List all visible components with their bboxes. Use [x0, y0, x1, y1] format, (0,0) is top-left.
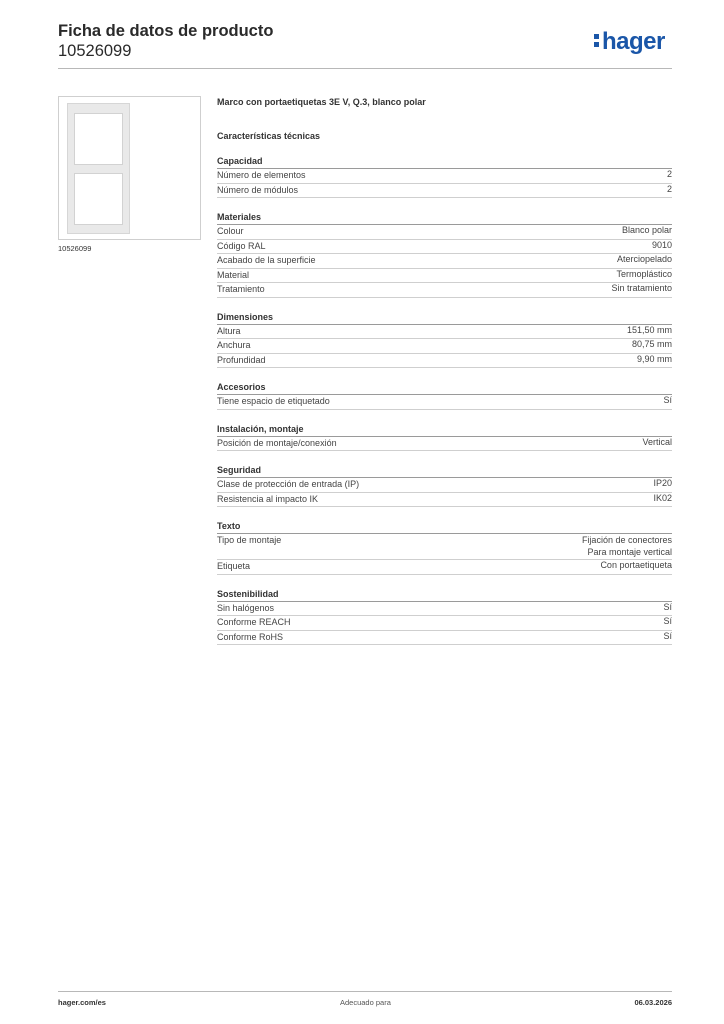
spec-value: [616, 269, 672, 283]
spec-row: [217, 240, 672, 255]
spec-value-line: Vertical: [642, 436, 672, 447]
spec-value-line: Sí: [663, 630, 672, 641]
spec-value: [642, 437, 672, 451]
spec-label: Sin halógenos: [217, 602, 275, 613]
spec-value-line: Sí: [663, 601, 672, 612]
spec-label: Conforme RoHS: [217, 631, 284, 642]
spec-row: [217, 395, 672, 410]
spec-value: [663, 395, 672, 409]
spec-value: [622, 225, 672, 239]
spec-value-line: Fijación de conectores: [581, 535, 672, 545]
footer-center-text: Adecuado para: [340, 998, 391, 1007]
logo-colon-icon: [594, 31, 601, 49]
section-title: Instalación, montaje: [217, 423, 672, 437]
spec-value-line: 9010: [651, 239, 672, 250]
spec-section: [217, 311, 672, 369]
section-title: Dimensiones: [217, 311, 672, 325]
spec-label: Posición de montaje/conexión: [217, 437, 337, 448]
spec-label: Resistencia al impacto IK: [217, 493, 319, 504]
spec-label: Número de elementos: [217, 170, 306, 180]
spec-value: [663, 602, 672, 616]
spec-sections: [217, 155, 672, 645]
spec-row: [217, 269, 672, 284]
spec-section: [217, 155, 672, 198]
spec-value-line: 80,75 mm: [631, 339, 672, 349]
section-title: Materiales: [217, 211, 672, 225]
spec-row: [217, 225, 672, 240]
header: [58, 21, 273, 61]
spec-row: [217, 339, 672, 354]
footer-divider: [58, 991, 672, 992]
spec-label: Tipo de montaje: [217, 535, 282, 545]
spec-row: [217, 169, 672, 184]
section-title: Texto: [217, 520, 672, 534]
spec-value: [653, 493, 672, 507]
spec-value: [653, 478, 672, 492]
spec-row: [217, 602, 672, 617]
spec-value: [617, 254, 672, 268]
spec-value: [667, 169, 672, 183]
section-title: Capacidad: [217, 155, 672, 169]
spec-row: [217, 283, 672, 298]
spec-label: Código RAL: [217, 240, 266, 251]
footer-date: 06.03.2026: [634, 998, 672, 1007]
product-code: 10526099: [58, 42, 132, 60]
spec-value-line: Termoplástico: [616, 268, 672, 279]
spec-label: Clase de protección de entrada (IP): [217, 479, 360, 489]
spec-label: Conforme REACH: [217, 617, 291, 627]
footer-website-link[interactable]: hager.com/es: [58, 998, 106, 1007]
spec-section: [217, 464, 672, 507]
spec-label: Altura: [217, 325, 241, 336]
frame-illustration: [67, 103, 130, 234]
characteristics-title: Características técnicas: [217, 131, 321, 141]
spec-label: Colour: [217, 226, 244, 236]
spec-label: Profundidad: [217, 354, 266, 365]
spec-value: [663, 631, 672, 645]
spec-value-line: 151,50 mm: [626, 324, 672, 335]
spec-row: [217, 631, 672, 646]
spec-value: [627, 325, 672, 339]
product-image: [58, 96, 201, 240]
spec-section: [217, 211, 672, 298]
spec-value-line: Sí: [663, 395, 672, 405]
spec-value-line: Aterciopelado: [616, 254, 672, 264]
section-title: Sostenibilidad: [217, 588, 672, 602]
spec-row: [217, 616, 672, 631]
spec-content: [217, 96, 672, 645]
spec-value-line: 2: [666, 169, 672, 179]
spec-row: [217, 354, 672, 369]
spec-value: [600, 560, 672, 574]
logo-text: hager: [602, 28, 665, 55]
spec-row: [217, 478, 672, 493]
image-caption: 10526099: [58, 244, 92, 253]
spec-label: Acabado de la superficie: [217, 255, 316, 265]
spec-value: [632, 339, 672, 353]
product-name: Marco con portaetiquetas 3E V, Q.3, blanco polar: [217, 97, 426, 107]
spec-value-line: IK02: [653, 492, 672, 503]
spec-value-line: Con portaetiqueta: [600, 560, 672, 570]
spec-value: [667, 184, 672, 198]
hager-logo[interactable]: [594, 28, 665, 56]
spec-value-line: Para montaje vertical: [587, 546, 672, 557]
spec-section: [217, 520, 672, 575]
spec-section: [217, 423, 672, 452]
header-divider: [58, 68, 672, 69]
spec-value: [663, 616, 672, 630]
spec-row: [217, 560, 672, 575]
section-title: Seguridad: [217, 464, 672, 478]
spec-section: [217, 588, 672, 646]
section-title: Accesorios: [217, 381, 672, 395]
spec-row: [217, 437, 672, 452]
spec-value-line: IP20: [653, 478, 672, 488]
spec-label: Material: [217, 269, 250, 280]
spec-label: Tratamiento: [217, 284, 265, 294]
spec-value-line: Blanco polar: [621, 225, 672, 235]
frame-window-bottom: [74, 173, 123, 225]
spec-label: Tiene espacio de etiquetado: [217, 396, 330, 406]
spec-value: [637, 354, 672, 368]
spec-value-line: Sí: [663, 616, 672, 626]
spec-value: [611, 283, 672, 297]
spec-row: [217, 325, 672, 340]
page-title: Ficha de datos de producto: [58, 22, 274, 40]
spec-value-line: 2: [666, 183, 672, 194]
spec-label: Etiqueta: [217, 561, 251, 571]
spec-row: [217, 534, 672, 560]
spec-label: Anchura: [217, 340, 251, 350]
spec-value-line: Sin tratamiento: [611, 283, 672, 293]
spec-value: [582, 535, 672, 558]
spec-label: Número de módulos: [217, 184, 299, 195]
spec-section: [217, 381, 672, 410]
spec-row: [217, 184, 672, 199]
spec-value: [652, 240, 672, 254]
frame-window-top: [74, 113, 123, 165]
spec-row: [217, 493, 672, 508]
spec-value-line: 9,90 mm: [636, 353, 672, 364]
spec-row: [217, 254, 672, 269]
